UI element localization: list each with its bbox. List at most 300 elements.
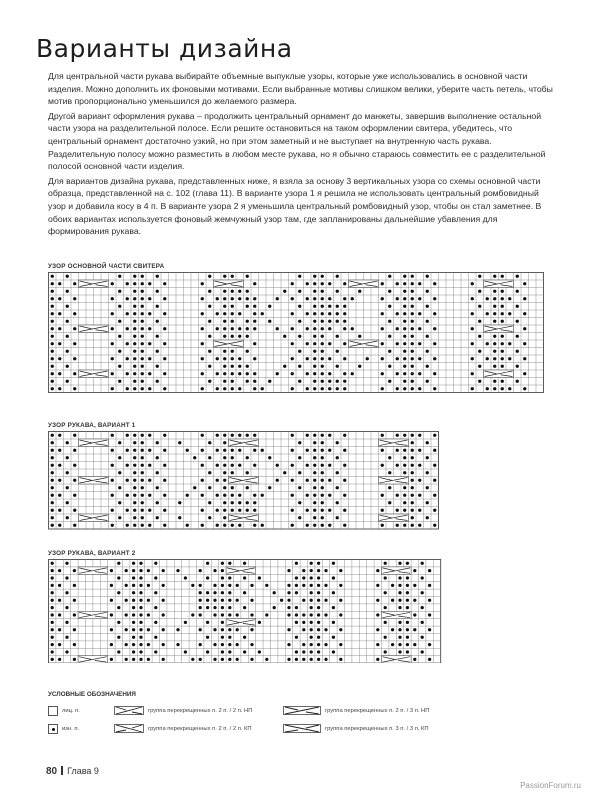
purl-stitch-dot [133,297,136,300]
purl-stitch-dot [428,584,431,587]
purl-stitch-dot [313,350,316,353]
purl-stitch-dot [433,342,436,345]
purl-stitch-dot [213,569,216,572]
purl-stitch-dot [206,576,209,579]
purl-stitch-dot [421,621,424,624]
purl-stitch-dot [253,464,256,467]
purl-stitch-dot [426,486,429,489]
purl-stitch-dot [118,456,121,459]
purl-stitch-dot [291,524,294,527]
purl-stitch-dot [118,380,121,383]
purl-stitch-dot [223,372,226,375]
purl-stitch-dot [321,380,324,383]
purl-stitch-dot [184,650,187,653]
purl-stitch-dot [398,650,401,653]
purl-stitch-dot [403,486,406,489]
purl-stitch-dot [253,380,256,383]
legend-label: группа перекрещенных п. 3 п. / 3 п. КП [325,725,429,732]
purl-stitch-dot [391,584,394,587]
purl-stitch-dot [141,372,144,375]
purl-stitch-dot [231,305,234,308]
purl-stitch-dot [339,628,342,631]
purl-stitch-dot [58,658,61,661]
purl-stitch-dot [493,365,496,368]
purl-stitch-dot [302,613,305,616]
purl-stitch-dot [73,628,76,631]
purl-stitch-dot [433,434,436,437]
purl-stitch-dot [411,524,414,527]
purl-stitch-dot [238,365,241,368]
purl-stitch-dot [336,305,339,308]
purl-stitch-dot [336,380,339,383]
purl-stitch-dot [403,357,406,360]
purl-stitch-dot [199,628,202,631]
purl-stitch-dot [163,387,166,390]
purl-stitch-dot [283,335,286,338]
purl-stitch-dot [413,628,416,631]
purl-stitch-dot [523,372,526,375]
purl-stitch-dot [223,275,226,278]
purl-stitch-dot [246,305,249,308]
purl-stitch-dot [411,380,414,383]
purl-stitch-dot [139,569,142,572]
purl-stitch-dot [388,350,391,353]
purl-stitch-dot [351,327,354,330]
purl-stitch-dot [426,380,429,383]
purl-stitch-dot [268,305,271,308]
purl-stitch-dot [421,636,424,639]
purl-stitch-dot [478,320,481,323]
purl-stitch-dot [376,643,379,646]
purl-stitch-dot [343,380,346,383]
purl-stitch-dot [339,643,342,646]
purl-stitch-dot [111,342,114,345]
purl-stitch-dot [73,643,76,646]
purl-stitch-dot [398,584,401,587]
purl-stitch-dot [421,576,424,579]
purl-stitch-dot [403,449,406,452]
purl-stitch-dot [291,464,294,467]
purl-stitch-dot [148,312,151,315]
purl-stitch-dot [58,569,61,572]
purl-stitch-dot [291,342,294,345]
purl-stitch-dot [236,658,239,661]
purl-stitch-dot [306,434,309,437]
purl-stitch-dot [133,471,136,474]
purl-stitch-dot [238,387,241,390]
purl-stitch-dot [238,335,241,338]
purl-stitch-dot [139,658,142,661]
purl-stitch-dot [317,636,320,639]
purl-stitch-dot [339,613,342,616]
purl-stitch-dot [66,275,69,278]
purl-stitch-dot [403,312,406,315]
purl-stitch-dot [516,290,519,293]
purl-stitch-dot [433,312,436,315]
purl-stitch-dot [313,494,316,497]
purl-stitch-dot [332,621,335,624]
purl-stitch-dot [396,312,399,315]
purl-stitch-dot [332,636,335,639]
purl-stitch-dot [206,591,209,594]
purl-stitch-dot [321,441,324,444]
purl-stitch-dot [156,320,159,323]
purl-stitch-dot [328,327,331,330]
purl-stitch-dot [336,320,339,323]
purl-stitch-dot [221,650,224,653]
purl-stitch-dot [231,372,234,375]
purl-stitch-dot [236,643,239,646]
purl-stitch-dot [516,305,519,308]
purl-stitch-dot [433,357,436,360]
purl-stitch-dot [324,599,327,602]
purl-stitch-dot [486,312,489,315]
purl-stitch-dot [156,305,159,308]
purl-stitch-dot [411,464,414,467]
purl-stitch-dot [523,312,526,315]
purl-stitch-dot [310,606,313,609]
purl-stitch-dot [426,441,429,444]
paragraph: Для центральной части рукава выбирайте объемные выпуклые узоры, которые уже использовались в основной части изделия. Можно дополнить их фоновыми мотивами. Если выбранные мотивы слишком велики, уберите часть петель, чтобы мотив пропорционально уменьшился до желаемого размера. [48,71,553,107]
purl-stitch-dot [231,297,234,300]
purl-stitch-dot [426,516,429,519]
purl-stitch-dot [111,312,114,315]
purl-stitch-dot [66,365,69,368]
purl-stitch-dot [223,387,226,390]
purl-stitch-dot [426,290,429,293]
purl-stitch-dot [313,456,316,459]
purl-stitch-dot [396,464,399,467]
purl-stitch-dot [302,599,305,602]
purl-stitch-dot [261,494,264,497]
purl-stitch-dot [111,357,114,360]
purl-stitch-dot [396,282,399,285]
purl-stitch-dot [295,576,298,579]
purl-stitch-dot [133,509,136,512]
purl-stitch-dot [126,509,129,512]
purl-stitch-dot [321,335,324,338]
purl-stitch-dot [139,584,142,587]
purl-stitch-dot [265,658,268,661]
purl-stitch-dot [238,501,241,504]
purl-stitch-dot [236,599,239,602]
purl-stitch-dot [258,650,261,653]
purl-stitch-dot [51,650,54,653]
purl-stitch-icon [48,724,58,734]
legend-label: лиц. п. [62,708,80,714]
purl-stitch-dot [216,494,219,497]
purl-stitch-dot [332,606,335,609]
purl-stitch-dot [406,643,409,646]
purl-stitch-dot [321,320,324,323]
purl-stitch-dot [133,305,136,308]
purl-stitch-dot [418,509,421,512]
purl-stitch-dot [213,643,216,646]
purl-stitch-dot [118,501,121,504]
purl-stitch-dot [201,297,204,300]
purl-stitch-dot [336,471,339,474]
purl-stitch-dot [58,494,61,497]
purl-stitch-dot [391,628,394,631]
purl-stitch-dot [228,599,231,602]
purl-stitch-dot [139,599,142,602]
purl-stitch-dot [295,562,298,565]
purl-stitch-dot [191,584,194,587]
purl-stitch-dot [398,643,401,646]
purl-stitch-dot [148,524,151,527]
purl-stitch-dot [139,576,142,579]
purl-stitch-dot [156,365,159,368]
purl-stitch-dot [58,628,61,631]
purl-stitch-dot [118,305,121,308]
purl-stitch-dot [213,584,216,587]
purl-stitch-dot [223,365,226,368]
purl-stitch-dot [396,297,399,300]
purl-stitch-dot [253,387,256,390]
purl-stitch-dot [191,613,194,616]
purl-stitch-dot [51,621,54,624]
purl-stitch-dot [163,372,166,375]
purl-stitch-dot [58,387,61,390]
purl-stitch-dot [478,365,481,368]
purl-stitch-dot [126,312,129,315]
purl-stitch-dot [493,275,496,278]
purl-stitch-dot [133,335,136,338]
purl-stitch-dot [163,449,166,452]
purl-stitch-dot [396,434,399,437]
legend-label: группа перекрещенных п. 2 п. / 2 п. КП [148,725,252,732]
purl-stitch-dot [51,628,54,631]
purl-stitch-dot [231,494,234,497]
purl-stitch-dot [381,327,384,330]
purl-stitch-dot [493,380,496,383]
purl-stitch-dot [141,479,144,482]
purl-stitch-dot [321,524,324,527]
purl-stitch-dot [148,434,151,437]
purl-stitch-dot [398,576,401,579]
purl-stitch-dot [302,621,305,624]
purl-stitch-dot [141,275,144,278]
purl-stitch-dot [287,643,290,646]
purl-stitch-dot [238,312,241,315]
purl-stitch-dot [246,297,249,300]
purl-stitch-dot [516,275,519,278]
purl-stitch-dot [493,305,496,308]
purl-stitch-dot [310,613,313,616]
purl-stitch-dot [66,501,69,504]
purl-stitch-dot [141,282,144,285]
purl-stitch-dot [58,643,61,646]
purl-stitch-dot [223,449,226,452]
purl-stitch-dot [310,658,313,661]
purl-stitch-dot [162,569,165,572]
purl-stitch-dot [328,464,331,467]
chart-label-variant-2: УЗОР РУКАВА, ВАРИАНТ 2 [48,550,136,557]
purl-stitch-dot [501,312,504,315]
purl-stitch-dot [208,320,211,323]
purl-stitch-dot [246,434,249,437]
purl-stitch-dot [328,357,331,360]
purl-stitch-dot [343,494,346,497]
purl-stitch-dot [250,658,253,661]
purl-stitch-dot [148,464,151,467]
purl-stitch-dot [238,434,241,437]
purl-stitch-dot [411,449,414,452]
purl-stitch-dot [125,628,128,631]
purl-stitch-dot [73,613,76,616]
purl-stitch-dot [51,456,54,459]
purl-stitch-dot [406,599,409,602]
purl-stitch-dot [51,305,54,308]
purl-stitch-dot [221,576,224,579]
purl-stitch-dot [310,621,313,624]
purl-stitch-dot [336,365,339,368]
purl-stitch-dot [110,613,113,616]
cable-left-icon [114,724,144,733]
purl-stitch-dot [376,628,379,631]
purl-stitch-dot [133,357,136,360]
purl-stitch-dot [343,464,346,467]
purl-stitch-dot [111,434,114,437]
purl-stitch-dot [139,621,142,624]
purl-stitch-dot [351,297,354,300]
purl-stitch-dot [231,290,234,293]
purl-stitch-dot [250,599,253,602]
purl-stitch-dot [403,327,406,330]
purl-stitch-dot [216,312,219,315]
purl-stitch-dot [201,312,204,315]
purl-stitch-dot [403,456,406,459]
purl-stitch-dot [208,290,211,293]
purl-stitch-dot [486,387,489,390]
purl-stitch-dot [246,380,249,383]
purl-stitch-dot [110,658,113,661]
purl-stitch-dot [51,350,54,353]
purl-stitch-dot [317,591,320,594]
purl-stitch-dot [221,606,224,609]
purl-stitch-dot [133,342,136,345]
purl-stitch-dot [321,449,324,452]
purl-stitch-dot [184,621,187,624]
purl-stitch-dot [501,380,504,383]
purl-stitch-dot [253,494,256,497]
purl-stitch-dot [231,486,234,489]
purl-stitch-dot [132,621,135,624]
purl-stitch-dot [223,494,226,497]
purl-stitch-dot [433,372,436,375]
purl-stitch-dot [178,441,181,444]
purl-stitch-dot [493,335,496,338]
purl-stitch-dot [413,599,416,602]
purl-stitch-dot [298,350,301,353]
purl-stitch-dot [201,342,204,345]
purl-stitch-dot [66,456,69,459]
purl-stitch-dot [478,380,481,383]
purl-stitch-dot [313,335,316,338]
purl-stitch-dot [273,591,276,594]
purl-stitch-dot [221,643,224,646]
purl-stitch-dot [156,290,159,293]
purl-stitch-dot [501,290,504,293]
purl-stitch-dot [141,464,144,467]
purl-stitch-dot [523,387,526,390]
purl-stitch-dot [388,486,391,489]
purl-stitch-dot [65,650,68,653]
purl-stitch-dot [493,297,496,300]
purl-stitch-dot [206,650,209,653]
purl-stitch-dot [163,357,166,360]
purl-stitch-dot [154,606,157,609]
legend-label: группа перекрещенных п. 2 п. / 3 п. НП [325,707,430,714]
purl-stitch-dot [501,297,504,300]
purl-stitch-dot [418,494,421,497]
purl-stitch-dot [493,342,496,345]
purl-stitch-dot [228,643,231,646]
purl-stitch-dot [508,297,511,300]
purl-stitch-dot [343,342,346,345]
purl-stitch-dot [396,387,399,390]
purl-stitch-dot [398,599,401,602]
purl-stitch-dot [141,357,144,360]
purl-stitch-dot [406,562,409,565]
purl-stitch-dot [478,335,481,338]
purl-stitch-dot [321,479,324,482]
purl-stitch-dot [291,434,294,437]
purl-stitch-dot [133,327,136,330]
purl-stitch-dot [343,282,346,285]
purl-stitch-dot [428,613,431,616]
purl-stitch-dot [238,297,241,300]
purl-stitch-dot [411,441,414,444]
purl-stitch-dot [388,305,391,308]
purl-stitch-dot [118,275,121,278]
purl-stitch-dot [141,449,144,452]
purl-stitch-dot [111,449,114,452]
purl-stitch-dot [216,357,219,360]
purl-stitch-dot [501,342,504,345]
purl-stitch-dot [295,613,298,616]
purl-stitch-dot [306,449,309,452]
purl-stitch-dot [321,305,324,308]
purl-stitch-dot [154,562,157,565]
purl-stitch-dot [58,434,61,437]
purl-stitch-dot [328,342,331,345]
purl-stitch-dot [433,464,436,467]
purl-stitch-dot [201,449,204,452]
purl-stitch-dot [133,494,136,497]
purl-stitch-dot [73,599,76,602]
purl-stitch-dot [523,342,526,345]
purl-stitch-dot [411,479,414,482]
purl-stitch-dot [411,290,414,293]
purl-stitch-dot [243,636,246,639]
purl-stitch-dot [223,479,226,482]
purl-stitch-dot [228,636,231,639]
purl-stitch-dot [306,342,309,345]
purl-stitch-dot [141,327,144,330]
purl-stitch-dot [141,509,144,512]
purl-stitch-dot [133,449,136,452]
purl-stitch-dot [306,464,309,467]
purl-stitch-dot [403,290,406,293]
purl-stitch-dot [133,350,136,353]
purl-stitch-dot [310,599,313,602]
purl-stitch-dot [51,562,54,565]
purl-stitch-dot [156,335,159,338]
purl-stitch-dot [381,312,384,315]
purl-stitch-dot [162,628,165,631]
purl-stitch-dot [199,643,202,646]
